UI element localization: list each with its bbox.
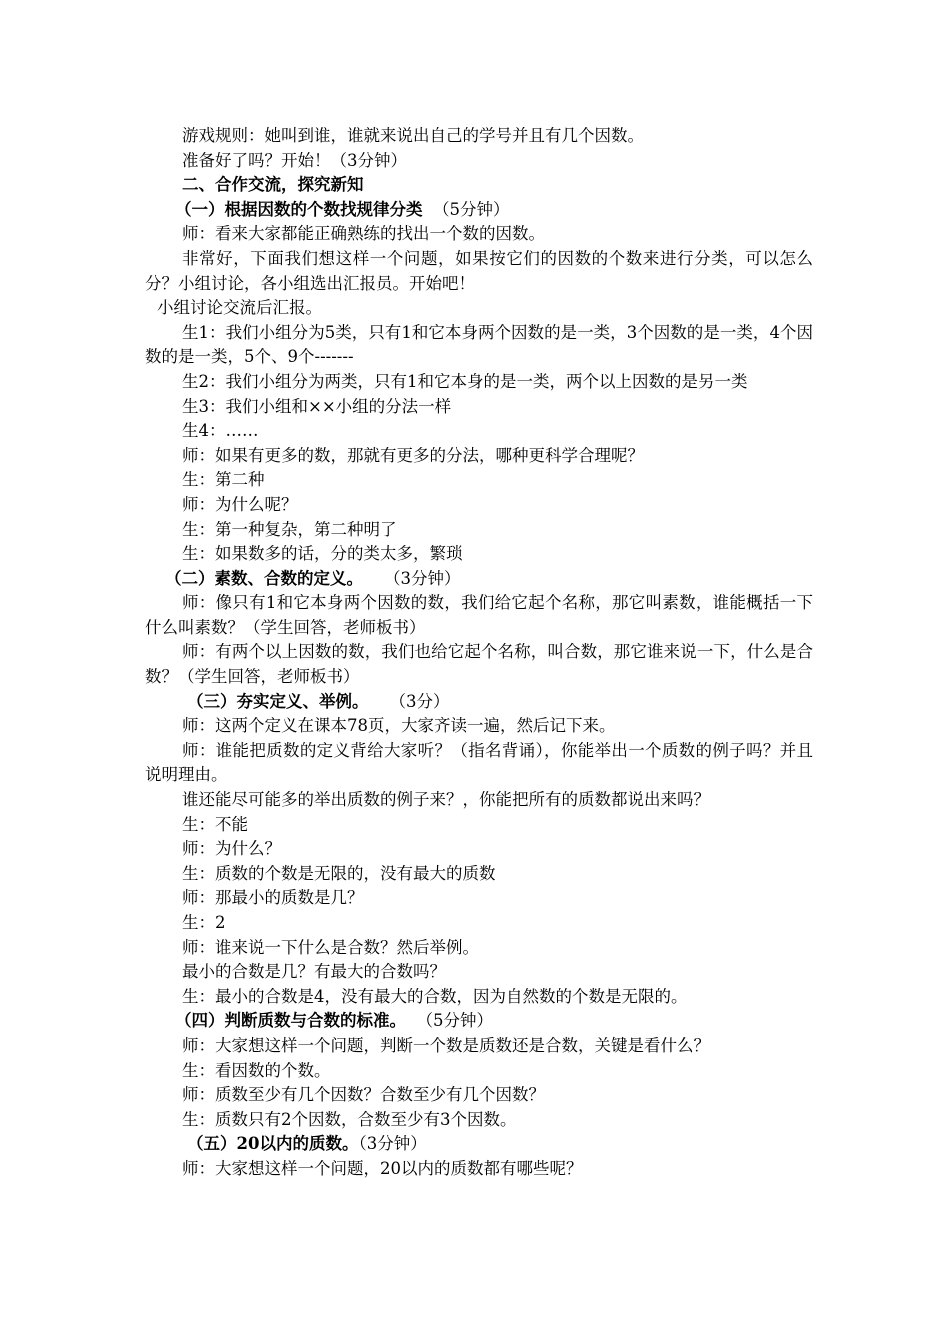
teacher-line: 师：为什么？	[182, 839, 281, 859]
subsection-title: （三）夯实定义、举例。	[187, 691, 369, 711]
subsection-time: （5分钟）	[416, 1011, 493, 1031]
teacher-line: 师：这两个定义在课本78页，大家齐读一遍，然后记下来。	[182, 716, 616, 736]
subsection-time: （3分钟）	[358, 1134, 427, 1154]
subsection-heading-4	[145, 1009, 813, 1034]
group-report-line: 小组讨论交流后汇报。	[157, 298, 322, 318]
teacher-line: 师：那最小的质数是几？	[182, 888, 364, 908]
section-heading-2: 二、合作交流，探究新知	[182, 175, 364, 195]
subsection-heading-5	[145, 1132, 813, 1157]
teacher-line: 师：如果有更多的数，那就有更多的分法，哪种更科学合理呢？	[182, 445, 644, 465]
teacher-paragraph: 师：像只有1和它本身两个因数的数，我们给它起个名称，那它叫素数，谁能概括一下什么叫素数？（学生回答，老师板书）	[145, 593, 813, 637]
student-line: 生：质数的个数是无限的，没有最大的质数	[182, 863, 496, 883]
subsection-title: （二）素数、合数的定义。	[165, 568, 363, 588]
student-paragraph: 生1：我们小组分为5类，只有1和它本身两个因数的是一类，3个因数的是一类，4个因数的是一类，5个、9个-------	[145, 322, 813, 367]
document-page	[145, 124, 813, 1182]
student-line: 生：质数只有2个因数，合数至少有3个因数。	[182, 1109, 517, 1129]
subsection-title: （四）判断质数与合数的标准。	[175, 1011, 406, 1031]
teacher-line: 谁还能尽可能多的举出质数的例子来？，你能把所有的质数都说出来吗？	[182, 790, 710, 810]
student-line: 生4：……	[182, 421, 259, 441]
question-line: 最小的合数是几？有最大的合数吗？	[182, 962, 446, 982]
subsection-heading-2	[145, 567, 813, 592]
teacher-line: 师：大家想这样一个问题，判断一个数是质数还是合数，关键是看什么？	[182, 1035, 710, 1055]
student-line: 生：不能	[182, 814, 248, 834]
subsection-time: （3分钟）	[383, 568, 461, 588]
teacher-paragraph: 师：谁能把质数的定义背给大家听？（指名背诵），你能举出一个质数的例子吗？并且说明理由。	[145, 740, 813, 785]
subsection-time: （5分钟）	[433, 199, 510, 219]
subsection-title: （一）根据因数的个数找规律分类	[175, 199, 423, 219]
student-paragraph: 生2：我们小组分为两类，只有1和它本身的是一类，两个以上因数的是另一类	[182, 371, 748, 391]
student-line: 生：最小的合数是4，没有最大的合数，因为自然数的个数是无限的。	[182, 986, 688, 1006]
teacher-line: 师：质数至少有几个因数？合数至少有几个因数？	[182, 1085, 545, 1105]
student-line: 生：如果数多的话，分的类太多，繁琐	[182, 544, 463, 564]
game-rules-line: 游戏规则：她叫到谁，谁就来说出自己的学号并且有几个因数。	[182, 126, 644, 145]
subsection-title: （五）20以内的质数。	[187, 1134, 359, 1154]
student-line: 生：第二种	[182, 470, 265, 490]
teacher-line: 师：看来大家都能正确熟练的找出一个数的因数。	[182, 224, 545, 244]
subsection-heading-3	[145, 690, 813, 715]
paragraph: 非常好，下面我们想这样一个问题，如果按它们的因数的个数来进行分类，可以怎么分？小组讨论，各小组选出汇报员。开始吧！	[145, 248, 813, 293]
student-line: 生：看因数的个数。	[182, 1060, 331, 1080]
teacher-line: 师：谁来说一下什么是合数？然后举例。	[182, 937, 479, 957]
subsection-heading-1	[145, 198, 813, 223]
student-line: 生：第一种复杂，第二种明了	[182, 519, 397, 539]
teacher-paragraph: 师：有两个以上因数的数，我们也给它起个名称，叫合数，那它谁来说一下，什么是合数？（学生回答，老师板书）	[145, 642, 813, 687]
subsection-time: （3分）	[389, 691, 450, 711]
teacher-line: 师：大家想这样一个问题，20以内的质数都有哪些呢？	[182, 1158, 583, 1178]
ready-start-line: 准备好了吗？开始！（3分钟）	[182, 150, 407, 170]
student-line: 生3：我们小组和××小组的分法一样	[182, 396, 452, 416]
student-line: 生：2	[182, 913, 226, 932]
teacher-line: 师：为什么呢？	[182, 494, 298, 514]
